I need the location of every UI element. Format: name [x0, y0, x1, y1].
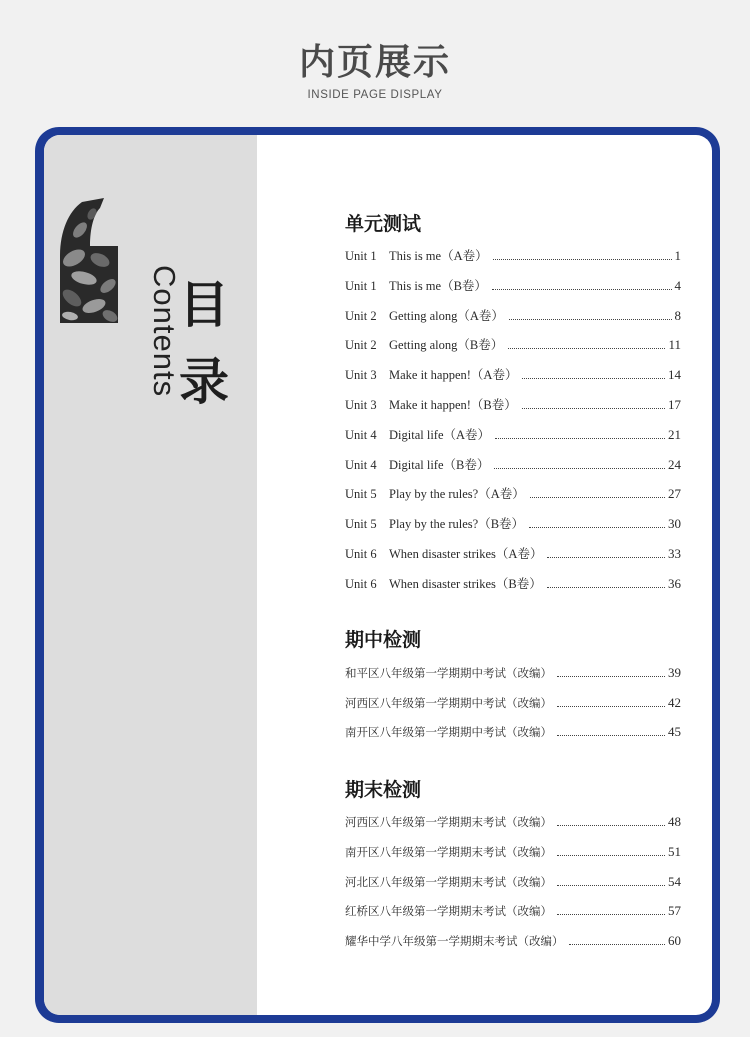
entry-title: Make it happen!（B卷）	[389, 398, 517, 412]
toc-entry	[345, 365, 681, 383]
section-title-midterm: 期中检测	[345, 629, 422, 651]
entry-unit: Unit 5	[345, 517, 377, 531]
toc-entry	[345, 306, 681, 324]
entry-page: 1	[674, 248, 681, 263]
entry-page: 36	[668, 576, 681, 591]
page-subheading: INSIDE PAGE DISPLAY	[307, 89, 443, 101]
book-page	[44, 135, 712, 1015]
entry-unit: Unit 5	[345, 487, 377, 501]
toc-entry	[345, 693, 681, 711]
entry-unit: Unit 2	[345, 338, 377, 352]
entry-page: 60	[668, 933, 681, 948]
entry-title: Play by the rules?（A卷）	[389, 487, 525, 501]
leader-dots	[494, 467, 665, 469]
entry-unit: Unit 3	[345, 368, 377, 382]
entry-page: 8	[674, 308, 681, 323]
toc-entry	[345, 484, 681, 502]
entry-page: 45	[668, 724, 681, 739]
entry-title: 河西区八年级第一学期期末考试（改编）	[345, 815, 552, 829]
entry-page: 21	[668, 427, 681, 442]
leader-dots	[492, 288, 672, 290]
entry-page: 24	[668, 457, 681, 472]
toc-entry	[345, 663, 681, 681]
leader-dots	[495, 437, 665, 439]
contents-english-title: Contents	[147, 265, 182, 398]
entry-unit: Unit 4	[345, 428, 377, 442]
leader-dots	[557, 734, 665, 736]
entry-unit: Unit 1	[345, 249, 377, 263]
entry-title: 河北区八年级第一学期期末考试（改编）	[345, 875, 552, 889]
contents-title-char-1: 目	[179, 276, 229, 334]
toc-entry	[345, 722, 681, 740]
contents-side-panel	[44, 135, 257, 1015]
leader-dots	[557, 675, 665, 677]
entry-unit: Unit 4	[345, 458, 377, 472]
entry-page: 27	[668, 486, 681, 501]
page-heading: 内页展示	[298, 42, 451, 83]
leader-dots	[557, 854, 665, 856]
entry-title: Play by the rules?（B卷）	[389, 517, 525, 531]
entry-page: 17	[668, 397, 681, 412]
toc-entry	[345, 544, 681, 562]
leader-dots	[557, 705, 665, 707]
entry-page: 42	[668, 695, 681, 710]
toc-entry	[345, 395, 681, 413]
leader-dots	[529, 526, 665, 528]
book-page-frame	[35, 127, 720, 1023]
entry-title: This is me（A卷）	[389, 249, 488, 263]
leader-dots	[569, 943, 666, 945]
entry-page: 48	[668, 814, 681, 829]
leader-dots	[522, 377, 665, 379]
entry-unit: Unit 6	[345, 577, 377, 591]
entry-title: Getting along（A卷）	[389, 309, 504, 323]
entry-title: When disaster strikes（A卷）	[389, 547, 543, 561]
leader-dots	[493, 258, 672, 260]
entry-title: 红桥区八年级第一学期期末考试（改编）	[345, 904, 552, 918]
toc-entry	[345, 872, 681, 890]
entry-title: When disaster strikes（B卷）	[389, 577, 542, 591]
section-title-final: 期末检测	[345, 779, 422, 801]
toc-entry	[345, 842, 681, 860]
entry-page: 54	[668, 874, 681, 889]
leader-dots	[557, 913, 665, 915]
toc-entry	[345, 425, 681, 443]
entry-page: 51	[668, 844, 681, 859]
entry-page: 4	[674, 278, 681, 293]
leader-dots	[547, 586, 665, 588]
toc-entry	[345, 455, 681, 473]
toc-entry	[345, 901, 681, 919]
contents-title-char-2: 录	[179, 353, 229, 411]
section-title-unit-tests: 单元测试	[345, 213, 422, 235]
leader-dots	[557, 824, 665, 826]
entry-title: 河西区八年级第一学期期中考试（改编）	[345, 696, 552, 710]
entry-title: Make it happen!（A卷）	[389, 368, 518, 382]
entry-title: 耀华中学八年级第一学期期末考试（改编）	[345, 934, 564, 948]
toc-entry	[345, 276, 681, 294]
toc-entry	[345, 514, 681, 532]
entry-unit: Unit 3	[345, 398, 377, 412]
leader-dots	[547, 556, 665, 558]
entry-page: 14	[668, 367, 681, 382]
entry-title: Digital life（B卷）	[389, 458, 490, 472]
leader-dots	[509, 318, 672, 320]
toc-entry	[345, 812, 681, 830]
toc-entry	[345, 931, 681, 949]
entry-title: 南开区八年级第一学期期末考试（改编）	[345, 845, 552, 859]
entry-title: 南开区八年级第一学期期中考试（改编）	[345, 725, 552, 739]
toc-entry	[345, 335, 681, 353]
entry-unit: Unit 2	[345, 309, 377, 323]
entry-unit: Unit 1	[345, 279, 377, 293]
entry-page: 30	[668, 516, 681, 531]
toc-entry	[345, 246, 681, 264]
entry-title: This is me（B卷）	[389, 279, 487, 293]
entry-title: Digital life（A卷）	[389, 428, 491, 442]
entry-page: 39	[668, 665, 681, 680]
entry-unit: Unit 6	[345, 547, 377, 561]
leader-dots	[557, 884, 665, 886]
leader-dots	[508, 347, 665, 349]
leader-dots	[530, 496, 665, 498]
leaf-quote-decoration	[60, 198, 118, 323]
entry-page: 33	[668, 546, 681, 561]
entry-page: 57	[668, 903, 681, 918]
leader-dots	[522, 407, 665, 409]
entry-title: 和平区八年级第一学期期中考试（改编）	[345, 666, 552, 680]
entry-page: 11	[668, 337, 681, 352]
entry-title: Getting along（B卷）	[389, 338, 504, 352]
toc-entry	[345, 574, 681, 592]
